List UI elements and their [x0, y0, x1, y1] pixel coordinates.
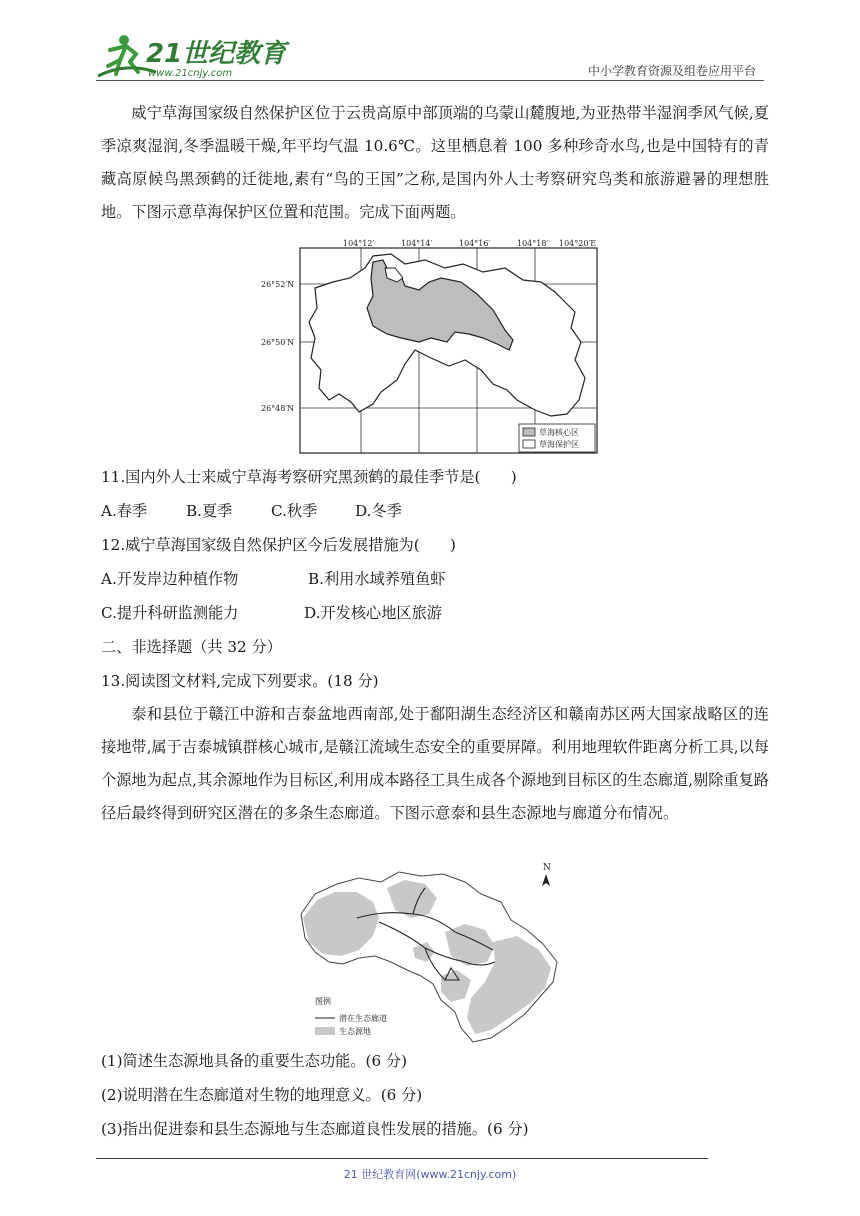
section-heading: 二、非选择题（共 32 分） — [101, 638, 282, 656]
north-arrow-icon — [542, 863, 551, 886]
q12-stem: 12.威宁草海国家级自然保护区今后发展措施为( ) — [101, 536, 456, 554]
lon-label: 104°18′ — [517, 239, 549, 248]
q12-option-b: B.利用水域养殖鱼虾 — [308, 570, 446, 588]
lon-label: 104°14′ — [401, 239, 433, 248]
legend-source-label: 生态源地 — [339, 1027, 371, 1036]
logo-url: www.21cnjy.com — [148, 68, 233, 79]
legend-corridor-label: 潜在生态廊道 — [339, 1014, 387, 1023]
q11-option-d: D.冬季 — [355, 502, 402, 520]
lon-label: 104°12′ — [343, 239, 375, 248]
q11-option-c: C.秋季 — [271, 502, 318, 520]
footer-divider — [96, 1158, 708, 1159]
q11-stem: 11.国内外人士来威宁草海考察研究黑颈鹤的最佳季节是( ) — [101, 468, 517, 486]
logo-text: 21世纪教育 — [146, 39, 287, 69]
q12-option-d: D.开发核心地区旅游 — [304, 604, 442, 622]
lat-label: 26°48′N — [261, 404, 295, 413]
legend-title: 图例 — [315, 997, 331, 1006]
legend-core-label: 草海核心区 — [539, 428, 579, 437]
lat-label: 26°52′N — [261, 280, 295, 289]
lon-label: 104°20′E — [559, 239, 597, 248]
site-logo — [96, 32, 287, 80]
legend-core-swatch — [523, 428, 535, 436]
q13-material: 泰和县位于赣江中游和吉泰盆地西南部,处于鄱阳湖生态经济区和赣南苏区两大国家战略区的连接地带,属于吉泰城镇群核心城市,是赣江流域生态安全的重要屏障。利用地理软件距离分析工具,以每个源地为起点,其余源地作为目标区,利用成本路径工具生成各个源地到目标区的生态廊道,剔除重复路径后最终得到研究区潜在的多条生态廊道。下图示意泰和县生态源地与廊道分布情况。 — [101, 705, 769, 822]
q11-option-a: A.春季 — [101, 502, 148, 520]
header-divider — [96, 80, 764, 81]
q13-stem: 13.阅读图文材料,完成下列要求。(18 分) — [101, 672, 379, 690]
intro-paragraph: 威宁草海国家级自然保护区位于云贵高原中部顶端的乌蒙山麓腹地,为亚热带半湿润季风气候,夏季凉爽湿润,冬季温暖干燥,年平均气温 10.6℃。这里栖息着 100 多种珍奇水鸟,也是中国特有的青藏高原候鸟黑颈鹤的迁徙地,素有“鸟的王国”之称,是国内外人士考察研究鸟类和旅游避暑的理想胜地。下图示意草海保护区位置和范围。完成下面两题。 — [101, 104, 769, 221]
caohai-map — [255, 238, 605, 458]
legend-source-swatch — [315, 1027, 335, 1035]
legend-reserve-swatch — [523, 440, 535, 448]
q11-option-b: B.夏季 — [186, 502, 233, 520]
q12-option-a: A.开发岸边种植作物 — [101, 570, 239, 588]
lon-label: 104°16′ — [459, 239, 491, 248]
header-platform: 中小学教育资源及组卷应用平台 — [587, 64, 756, 78]
lat-label: 26°50′N — [261, 338, 295, 347]
q13-sub3: (3)指出促进泰和县生态源地与生态廊道良性发展的措施。(6 分) — [101, 1120, 529, 1138]
q13-sub2: (2)说明潜在生态廊道对生物的地理意义。(6 分) — [101, 1086, 423, 1104]
taihe-map — [295, 858, 563, 1046]
footer-link[interactable]: 21 世纪教育网(www.21cnjy.com) — [343, 1168, 517, 1181]
q13-sub1: (1)简述生态源地具备的重要生态功能。(6 分) — [101, 1052, 408, 1070]
north-label: N — [543, 863, 551, 873]
q12-option-c: C.提升科研监测能力 — [101, 604, 239, 622]
legend-reserve-label: 草海保护区 — [539, 440, 579, 449]
